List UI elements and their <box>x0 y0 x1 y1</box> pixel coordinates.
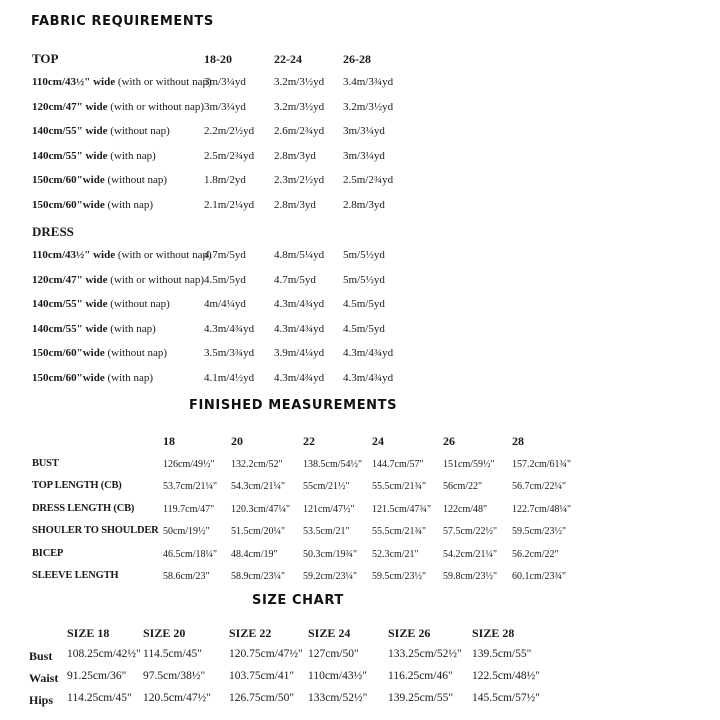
finished-measure-cell: 119.7cm/47" <box>163 503 215 515</box>
fabric-yardage-cell: 4.3m/4¾yd <box>204 322 255 335</box>
size-chart-cell: 133cm/52½" <box>308 692 368 704</box>
size-chart-row-label: Bust <box>29 649 53 663</box>
fabric-yardage-cell: 3.5m/3¾yd <box>204 347 255 360</box>
finished-measure-cell: 55cm/21½" <box>303 481 350 493</box>
size-chart-cell: 91.25cm/36" <box>67 670 127 682</box>
fabric-nap-note: (without nap) <box>107 347 168 360</box>
size-chart-cell: 145.5cm/57½" <box>472 692 540 704</box>
fabric-width: 140cm/55" wide <box>32 149 108 162</box>
fabric-yardage-cell: 4.3m/4¾yd <box>343 347 394 360</box>
finished-measure-cell: 121cm/47½" <box>303 503 355 515</box>
fabric-yardage-cell: 3.2m/3½yd <box>274 100 325 113</box>
finished-measure-cell: 138.5cm/54½" <box>303 459 363 470</box>
fabric-yardage-cell: 3m/3¼yd <box>204 100 246 113</box>
finished-measure-cell: 54.2cm/21¼" <box>443 548 498 560</box>
finished-size-header: 24 <box>372 434 384 448</box>
finished-measure-cell: 50.3cm/19¾" <box>303 548 358 560</box>
finished-size-header: 26 <box>443 434 455 448</box>
fabric-yardage-cell: 2.1m/2¼yd <box>204 199 255 211</box>
finished-measure-cell: 53.7cm/21¼" <box>163 481 218 493</box>
finished-measure-cell: 48.4cm/19" <box>231 548 278 560</box>
size-chart-cell: 126.75cm/50" <box>229 692 295 704</box>
size-chart-header: SIZE 18 <box>67 626 110 640</box>
fabric-nap-note: (with or without nap) <box>117 76 212 88</box>
size-chart-cell: 122.5cm/48½" <box>472 670 540 682</box>
fabric-yardage-cell: 3.9m/4¼yd <box>274 347 325 360</box>
finished-measure-cell: 46.5cm/18¼" <box>163 548 218 560</box>
finished-measure-cell: 132.2cm/52" <box>231 459 283 470</box>
finished-measure-cell: 51.5cm/20¼" <box>231 526 286 538</box>
size-chart-header: SIZE 22 <box>229 626 272 640</box>
fabric-nap-note: (with nap) <box>107 372 153 384</box>
fabric-nap-note: (with or without nap) <box>117 249 212 261</box>
finished-measure-cell: 54.3cm/21¼" <box>231 481 286 493</box>
fabric-yardage-cell: 3m/3¼yd <box>343 125 385 138</box>
finished-measure-cell: 59.8cm/23½" <box>443 571 498 582</box>
top-section-label: TOP <box>32 51 59 66</box>
fabric-yardage-cell: 4.3m/4¾yd <box>274 372 325 384</box>
size-chart-cell: 116.25cm/46" <box>388 670 453 682</box>
fabric-yardage-cell: 2.5m/2¾yd <box>343 174 394 187</box>
size-chart-cell: 139.25cm/55" <box>388 692 454 704</box>
fabric-width: 140cm/55" wide <box>32 298 108 311</box>
fabric-yardage-cell: 2.2m/2½yd <box>204 125 255 138</box>
fabric-yardage-cell: 2.3m/2½yd <box>274 174 325 187</box>
fabric-yardage-cell: 4.1m/4½yd <box>204 372 255 384</box>
fabric-yardage-cell: 3m/3¼yd <box>343 149 385 162</box>
fabric-nap-note: (with nap) <box>110 149 156 162</box>
fabric-width-label <box>32 150 156 162</box>
fabric-width: 140cm/55" wide <box>32 125 108 138</box>
finished-measure-cell: 58.9cm/23¼" <box>231 571 286 582</box>
fabric-width-label <box>32 249 212 261</box>
fabric-yardage-cell: 2.5m/2¾yd <box>204 149 255 162</box>
fabric-yardage-cell: 4.7m/5yd <box>274 273 316 286</box>
size-chart-row-label: Hips <box>29 693 54 707</box>
finished-measure-cell: 50cm/19½" <box>163 526 210 538</box>
finished-measure-cell: 58.6cm/23" <box>163 571 210 582</box>
finished-measure-label: DRESS LENGTH (CB) <box>32 502 135 514</box>
fabric-size-header: 26-28 <box>343 52 371 66</box>
fabric-yardage-cell: 2.8m/3yd <box>274 149 316 162</box>
size-chart-header: SIZE 24 <box>308 626 351 640</box>
finished-size-header: 18 <box>163 434 175 448</box>
fabric-yardage-cell: 4.3m/4¾yd <box>343 372 394 384</box>
size-chart-header: SIZE 28 <box>472 626 515 640</box>
size-chart-cell: 120.5cm/47½" <box>143 692 211 704</box>
fabric-width-label <box>32 274 204 286</box>
fabric-yardage-cell: 4.3m/4¾yd <box>274 322 325 335</box>
fabric-requirements-title: FABRIC REQUIREMENTS <box>31 14 214 29</box>
fabric-size-header: 22-24 <box>274 52 302 66</box>
finished-measure-cell: 52.3cm/21" <box>372 548 419 560</box>
fabric-width-label <box>32 199 153 211</box>
finished-measure-cell: 56cm/22" <box>443 481 483 493</box>
fabric-yardage-cell: 4.5m/5yd <box>343 298 385 311</box>
dress-section-label: DRESS <box>32 224 74 239</box>
finished-size-header: 20 <box>231 434 243 448</box>
size-chart-cell: 97.5cm/38½" <box>143 670 206 682</box>
size-chart-cell: 127cm/50" <box>308 648 359 660</box>
fabric-width-label <box>32 125 170 137</box>
finished-measure-cell: 144.7cm/57" <box>372 459 424 470</box>
fabric-yardage-cell: 5m/5½yd <box>343 273 385 286</box>
fabric-width: 110cm/43½" wide <box>32 249 116 261</box>
fabric-width: 150cm/60"wide <box>32 372 105 384</box>
finished-measure-cell: 56.2cm/22" <box>512 548 559 560</box>
fabric-nap-note: (without nap) <box>110 298 170 311</box>
finished-measure-cell: 60.1cm/23¾" <box>512 571 567 582</box>
finished-measure-cell: 55.5cm/21¾" <box>372 526 427 538</box>
fabric-yardage-cell: 4.5m/5yd <box>343 322 385 335</box>
size-chart-cell: 108.25cm/42½" <box>67 648 141 660</box>
fabric-width: 140cm/55" wide <box>32 322 108 335</box>
finished-measure-cell: 57.5cm/22½" <box>443 526 498 538</box>
fabric-yardage-cell: 4.5m/5yd <box>204 273 246 286</box>
finished-measure-cell: 55.5cm/21¾" <box>372 481 427 493</box>
fabric-yardage-cell: 2.8m/3yd <box>274 199 316 211</box>
finished-measure-cell: 121.5cm/47¾" <box>372 503 432 515</box>
fabric-yardage-cell: 4m/4¼yd <box>204 298 246 311</box>
finished-measure-cell: 56.7cm/22¼" <box>512 481 567 493</box>
fabric-yardage-cell: 4.3m/4¾yd <box>274 298 325 311</box>
fabric-width-label <box>32 372 153 384</box>
fabric-width: 150cm/60"wide <box>32 347 105 360</box>
fabric-nap-note: (with or without nap) <box>110 273 205 286</box>
size-chart-title: SIZE CHART <box>252 593 344 608</box>
size-chart-cell: 103.75cm/41" <box>229 670 295 682</box>
size-chart-row-label: Waist <box>29 671 59 685</box>
size-chart-cell: 139.5cm/55" <box>472 648 532 660</box>
fabric-yardage-cell: 2.6m/2¾yd <box>274 125 325 138</box>
fabric-yardage-cell: 3m/3¼yd <box>204 76 246 88</box>
fabric-width-label <box>32 76 212 88</box>
fabric-width: 120cm/47" wide <box>32 100 108 113</box>
size-chart-header: SIZE 26 <box>388 626 431 640</box>
finished-measure-label: BICEP <box>32 547 64 559</box>
finished-measure-cell: 126cm/49½" <box>163 459 215 470</box>
fabric-nap-note: (with or without nap) <box>110 100 205 113</box>
finished-measure-cell: 122cm/48" <box>443 503 488 515</box>
fabric-width-label <box>32 101 204 113</box>
fabric-width-label <box>32 323 156 335</box>
size-chart-header: SIZE 20 <box>143 626 186 640</box>
size-chart-cell: 114.25cm/45" <box>67 692 132 704</box>
fabric-yardage-cell: 4.7m/5yd <box>204 249 246 261</box>
fabric-yardage-cell: 1.8m/2yd <box>204 174 246 187</box>
finished-measure-cell: 53.5cm/21" <box>303 526 350 538</box>
finished-size-header: 22 <box>303 434 315 448</box>
fabric-width: 110cm/43½" wide <box>32 76 116 88</box>
finished-measure-cell: 151cm/59½" <box>443 459 495 470</box>
fabric-nap-note: (with nap) <box>107 199 153 211</box>
finished-size-header: 28 <box>512 434 524 448</box>
fabric-width: 150cm/60"wide <box>32 174 105 187</box>
size-chart-cell: 114.5cm/45" <box>143 648 202 660</box>
fabric-nap-note: (without nap) <box>110 125 170 138</box>
finished-measure-label: BUST <box>32 458 59 469</box>
size-chart-cell: 110cm/43½" <box>308 670 367 682</box>
finished-measure-label: SLEEVE LENGTH <box>32 570 119 581</box>
fabric-width-label <box>32 298 170 310</box>
size-chart-cell: 133.25cm/52½" <box>388 648 462 660</box>
fabric-width-label <box>32 347 167 359</box>
fabric-yardage-cell: 2.8m/3yd <box>343 199 385 211</box>
fabric-yardage-cell: 5m/5½yd <box>343 249 385 261</box>
fabric-nap-note: (with nap) <box>110 322 156 335</box>
finished-measure-cell: 120.3cm/47¼" <box>231 503 291 515</box>
fabric-width: 120cm/47" wide <box>32 273 108 286</box>
fabric-width: 150cm/60"wide <box>32 199 105 211</box>
fabric-size-header: 18-20 <box>204 52 232 66</box>
finished-measure-cell: 157.2cm/61¾" <box>512 459 572 470</box>
finished-measurements-title: FINISHED MEASUREMENTS <box>189 398 398 413</box>
finished-measure-label: TOP LENGTH (CB) <box>32 480 122 492</box>
fabric-yardage-cell: 3.4m/3¾yd <box>343 76 394 88</box>
fabric-yardage-cell: 3.2m/3½yd <box>343 100 394 113</box>
fabric-nap-note: (without nap) <box>107 174 168 187</box>
fabric-yardage-cell: 3.2m/3½yd <box>274 76 325 88</box>
finished-measure-cell: 59.5cm/23½" <box>512 526 567 538</box>
size-chart-cell: 120.75cm/47½" <box>229 648 303 660</box>
finished-measure-cell: 59.2cm/23¼" <box>303 571 358 582</box>
finished-measure-cell: 59.5cm/23½" <box>372 571 427 582</box>
fabric-width-label <box>32 174 167 186</box>
fabric-yardage-cell: 4.8m/5¼yd <box>274 249 325 261</box>
finished-measure-label: SHOULER TO SHOULDER <box>32 525 159 537</box>
finished-measure-cell: 122.7cm/48¼" <box>512 503 572 515</box>
